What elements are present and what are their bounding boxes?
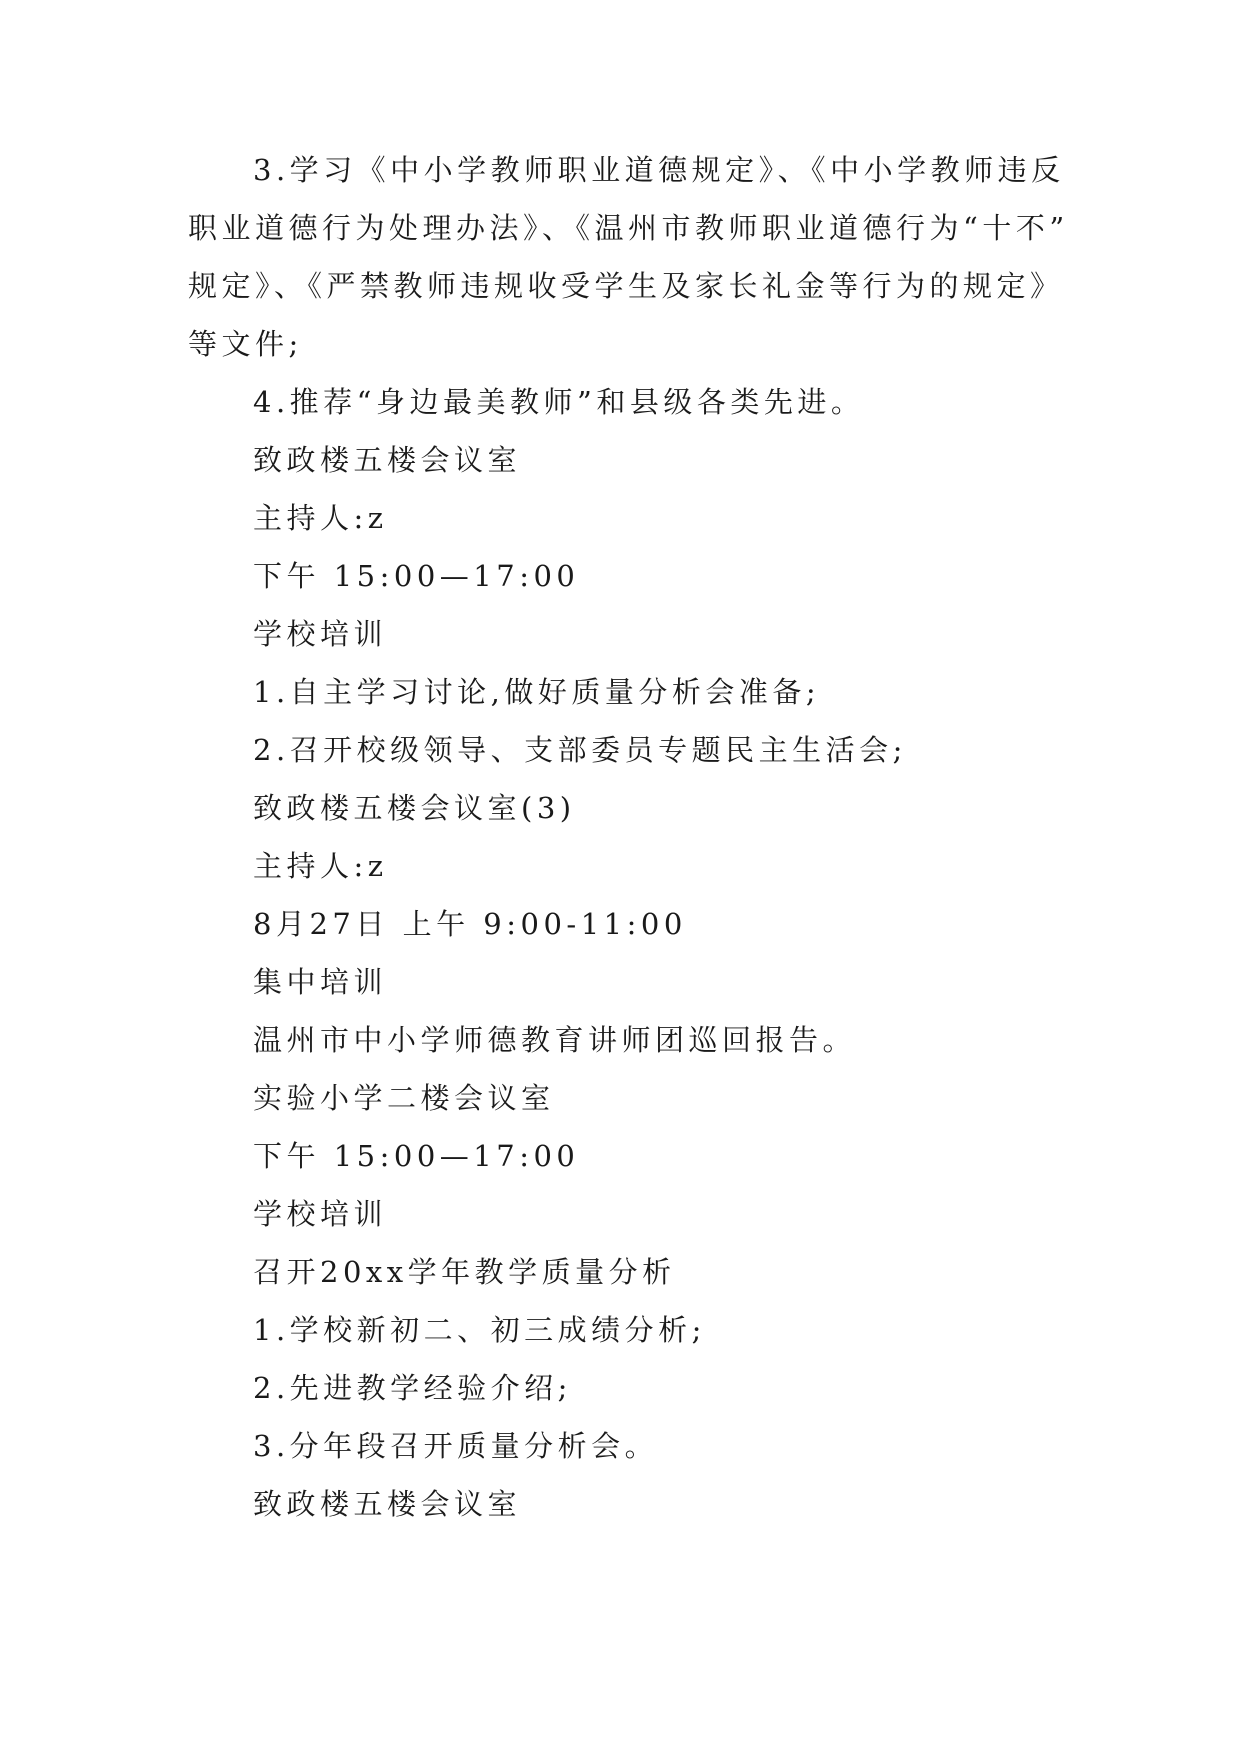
text-line: 规定》、《严禁教师违规收受学生及家长礼金等行为的规定》: [188, 269, 1064, 303]
text-line: 3.分年段召开质量分析会。: [253, 1429, 659, 1463]
text-line: 学校培训: [253, 617, 388, 651]
text-line: 4.推荐“身边最美教师”和县级各类先进。: [253, 385, 865, 419]
text-line: 1.自主学习讨论,做好质量分析会准备;: [253, 675, 821, 709]
text-line: 致政楼五楼会议室: [253, 1487, 522, 1521]
text-line: 等文件;: [188, 327, 303, 361]
text-line: 2.召开校级领导、支部委员专题民主生活会;: [253, 733, 907, 767]
text-line: 主持人:z: [253, 849, 388, 883]
text-line: 1.学校新初二、初三成绩分析;: [253, 1313, 706, 1347]
text-line: 集中培训: [253, 965, 388, 999]
text-line: 2.先进教学经验介绍;: [253, 1371, 572, 1405]
text-line: 温州市中小学师德教育讲师团巡回报告。: [253, 1023, 857, 1057]
text-line: 主持人:z: [253, 501, 388, 535]
text-line: 下午 15:00—17:00: [253, 559, 580, 593]
text-line: 致政楼五楼会议室: [253, 443, 522, 477]
text-line: 实验小学二楼会议室: [253, 1081, 555, 1115]
text-line: 下午 15:00—17:00: [253, 1139, 580, 1173]
text-line: 致政楼五楼会议室(3): [253, 791, 576, 825]
text-line: 职业道德行为处理办法》、《温州市教师职业道德行为“十不”: [188, 211, 1069, 245]
text-line: 8月27日 上午 9:00-11:00: [253, 907, 687, 941]
text-line: 学校培训: [253, 1197, 388, 1231]
text-line: 3.学习《中小学教师职业道德规定》、《中小学教师违反: [253, 153, 1065, 187]
text-line: 召开20xx学年教学质量分析: [253, 1255, 676, 1289]
